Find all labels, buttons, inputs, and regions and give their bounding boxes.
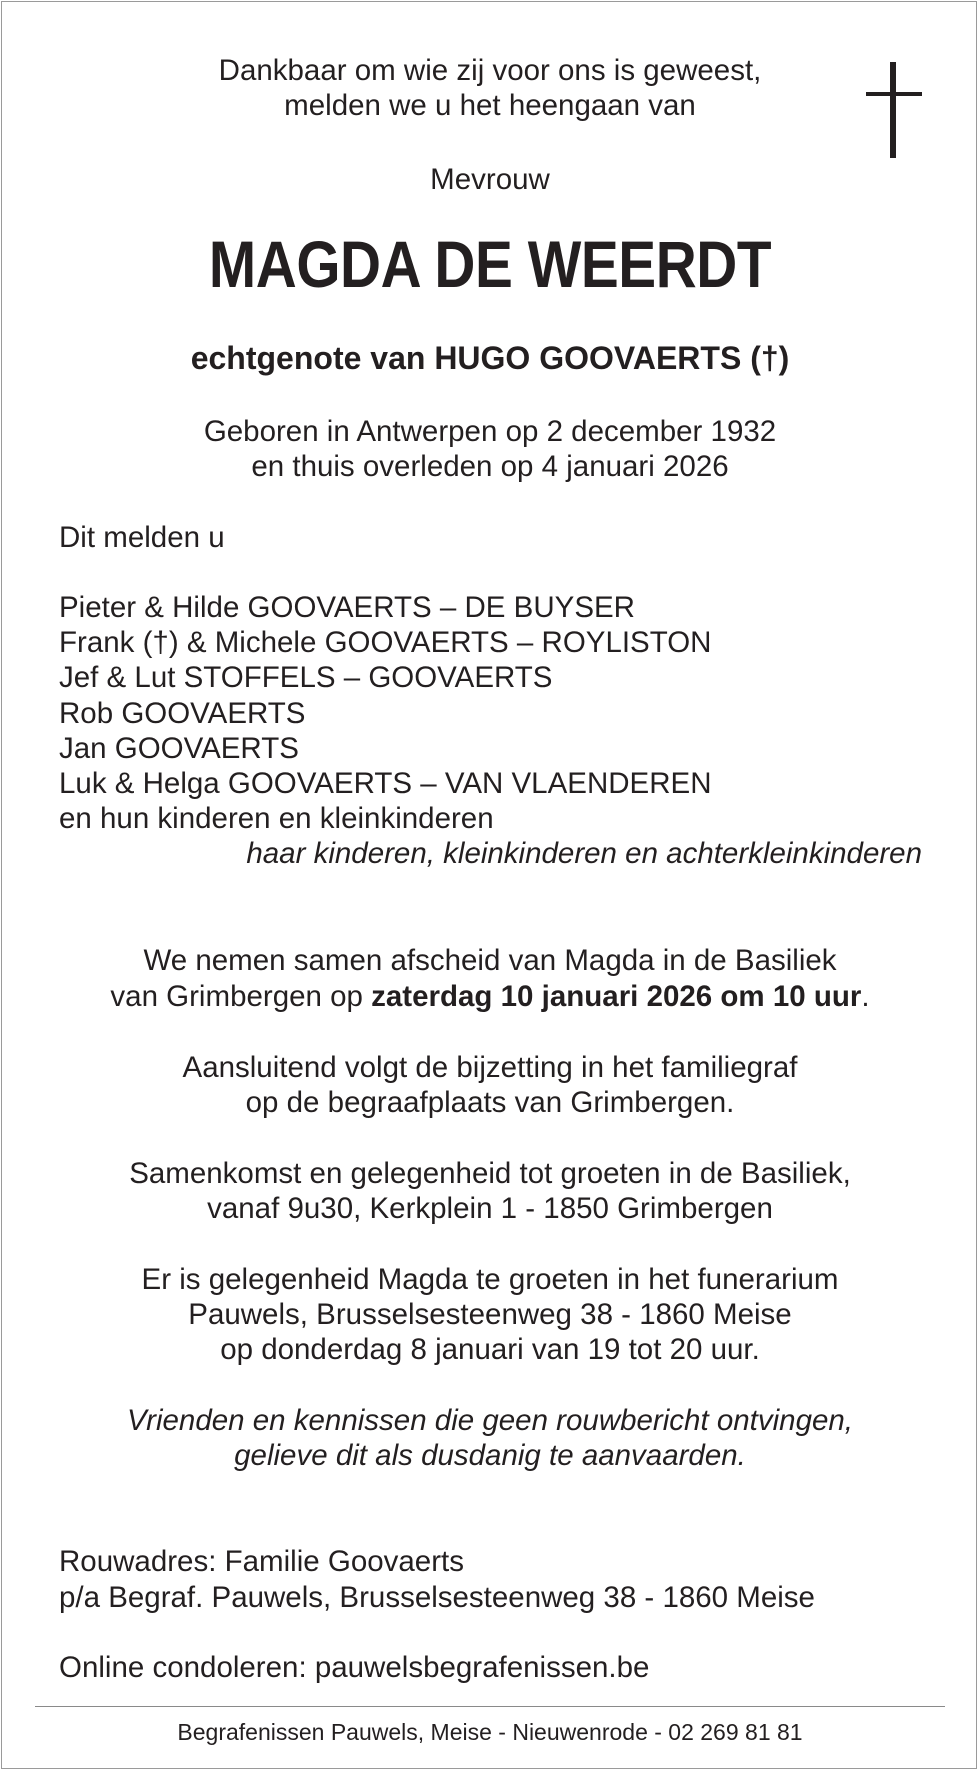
address-line-2: p/a Begraf. Pauwels, Brusselsesteenweg 38 - 1860 Meise [59, 1581, 815, 1614]
footer-divider [35, 1706, 945, 1707]
family-member: Rob GOOVAERTS [59, 696, 306, 730]
viewing-line-3: op donderdag 8 januari van 19 tot 20 uur. [220, 1333, 760, 1366]
burial-line-2: op de begraafplaats van Grimbergen. [245, 1086, 735, 1119]
address-line-1: Rouwadres: Familie Goovaerts [59, 1545, 464, 1578]
family-member: Jef & Lut STOFFELS – GOOVAERTS [59, 661, 553, 695]
family-member: Jan GOOVAERTS [59, 731, 299, 765]
announcers-intro: Dit melden u [59, 521, 225, 554]
death-line: en thuis overleden op 4 januari 2026 [251, 450, 729, 483]
ceremony-line-1: We nemen samen afscheid van Magda in de Basiliek [143, 944, 837, 977]
online-condolence: Online condoleren: pauwelsbegrafenissen.be [59, 1651, 650, 1684]
spouse-line: echtgenote van HUGO GOOVAERTS (†) [190, 340, 790, 376]
family-caption: haar kinderen, kleinkinderen en achterkleinkinderen [246, 837, 922, 870]
footer-text: Begrafenissen Pauwels, Meise - Nieuwenrode - 02 269 81 81 [177, 1719, 803, 1745]
gathering-line-2: vanaf 9u30, Kerkplein 1 - 1850 Grimbergen [207, 1192, 773, 1225]
gathering-line-1: Samenkomst en gelegenheid tot groeten in de Basiliek, [129, 1157, 851, 1190]
family-member: Luk & Helga GOOVAERTS – VAN VLAENDEREN [59, 767, 712, 801]
burial-line-1: Aansluitend volgt de bijzetting in het familiegraf [182, 1051, 798, 1084]
birth-line: Geboren in Antwerpen op 2 december 1932 [203, 415, 777, 448]
notice-line-1: Vrienden en kennissen die geen rouwbericht ontvingen, [127, 1404, 853, 1437]
deceased-name: MAGDA DE WEERDT [208, 227, 772, 301]
family-member: en hun kinderen en kleinkinderen [59, 802, 494, 836]
viewing-line-2: Pauwels, Brusselsesteenweg 38 - 1860 Meise [188, 1298, 792, 1331]
ceremony-line-2: van Grimbergen op zaterdag 10 januari 2026 om 10 uur. [110, 980, 870, 1013]
viewing-line-1: Er is gelegenheid Magda te groeten in het funerarium [141, 1263, 839, 1296]
family-member: Frank (†) & Michele GOOVAERTS – ROYLISTON [59, 626, 712, 660]
notice-line-2: gelieve dit als dusdanig te aanvaarden. [234, 1439, 746, 1472]
intro-line-2: melden we u het heengaan van [284, 89, 696, 122]
title-prefix: Mevrouw [430, 163, 550, 196]
family-list [59, 590, 712, 836]
family-member: Pieter & Hilde GOOVAERTS – DE BUYSER [59, 591, 635, 624]
intro-line-1: Dankbaar om wie zij voor ons is geweest, [218, 54, 762, 87]
ceremony-datetime: zaterdag 10 januari 2026 om 10 uur [371, 980, 862, 1013]
